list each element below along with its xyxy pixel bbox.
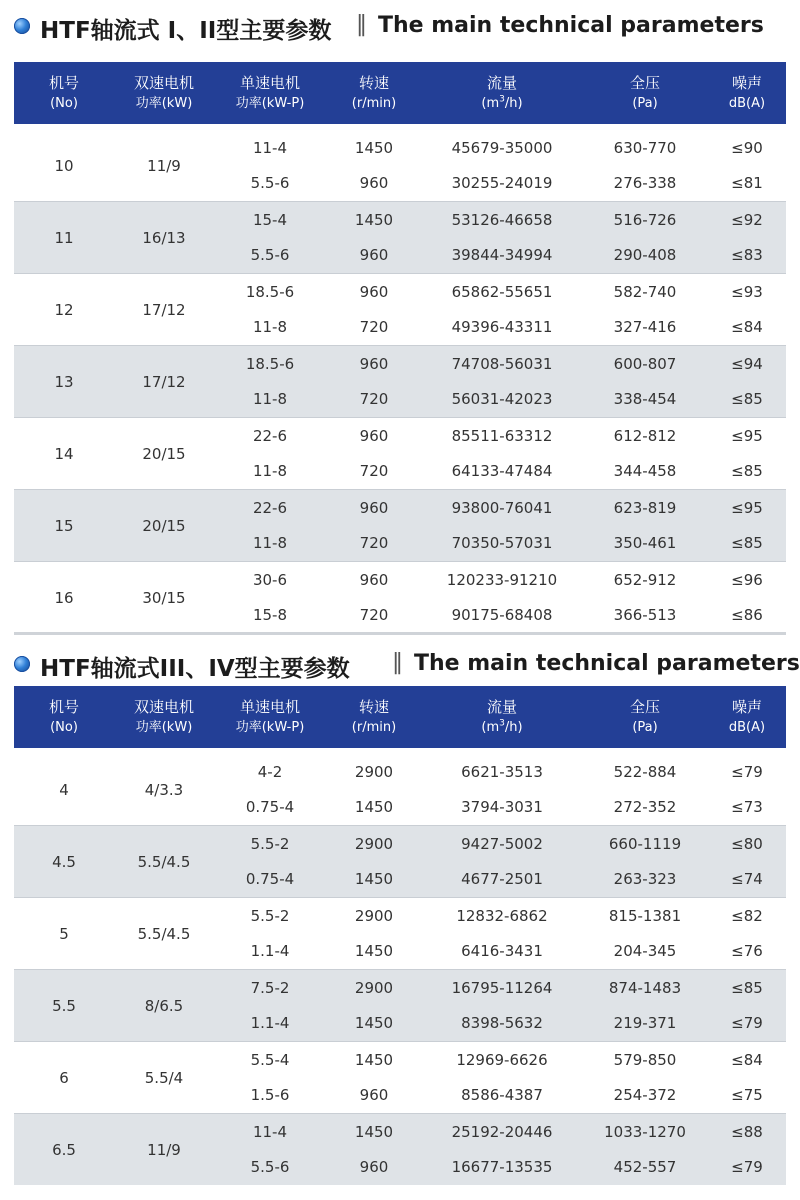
flow-cell: 74708-56031 [422,346,582,382]
table-row [14,274,786,310]
section-title [0,6,800,46]
flow-cell: 25192-20446 [422,1114,582,1150]
speed-cell: 960 [326,1150,422,1186]
table-header [14,686,786,748]
column-header [422,62,582,124]
table-row [14,202,786,238]
table-row [14,562,786,598]
table-body [14,748,786,1185]
pressure-cell: 660-1119 [582,826,708,862]
column-header-unit [422,94,582,114]
fan-number-cell: 4.5 [14,826,114,898]
single-speed-power-cell: 22-6 [214,418,326,454]
noise-cell: ≤95 [708,418,786,454]
table-row [14,826,786,862]
unit-superscript: 3 [499,718,505,729]
column-header [708,62,786,124]
pressure-cell: 204-345 [582,934,708,970]
single-speed-power-cell: 4-2 [214,754,326,790]
speed-cell: 1450 [326,1114,422,1150]
pressure-cell: 612-812 [582,418,708,454]
single-speed-power-cell: 11-8 [214,382,326,418]
dual-speed-power-cell: 8/6.5 [114,970,214,1042]
dual-speed-power-cell: 5.5/4.5 [114,826,214,898]
single-speed-power-cell: 5.5-2 [214,826,326,862]
noise-cell: ≤85 [708,970,786,1006]
speed-cell: 960 [326,274,422,310]
section-title-en: The main technical parameters [414,651,800,676]
column-header-title: 全压 [629,74,660,92]
pressure-cell: 219-371 [582,1006,708,1042]
flow-cell: 12969-6626 [422,1042,582,1078]
dual-speed-power-cell: 11/9 [114,1114,214,1186]
noise-cell: ≤95 [708,490,786,526]
speed-cell: 960 [326,238,422,274]
single-speed-power-cell: 0.75-4 [214,790,326,826]
pressure-cell: 579-850 [582,1042,708,1078]
speed-cell: 2900 [326,898,422,934]
table-row [14,898,786,934]
table-header [14,62,786,124]
pressure-cell: 623-819 [582,490,708,526]
pressure-cell: 516-726 [582,202,708,238]
noise-cell: ≤85 [708,526,786,562]
single-speed-power-cell: 5.5-2 [214,898,326,934]
table-row [14,1042,786,1078]
parameters-table [14,686,786,1185]
fan-number-cell: 6.5 [14,1114,114,1186]
pressure-cell: 652-912 [582,562,708,598]
column-header [326,62,422,124]
pressure-cell: 272-352 [582,790,708,826]
noise-cell: ≤76 [708,934,786,970]
pressure-cell: 276-338 [582,166,708,202]
column-header-title: 全压 [629,698,660,716]
section-title-cn: HTF轴流式 I、II型主要参数 [40,18,332,44]
single-speed-power-cell: 1.5-6 [214,1078,326,1114]
single-speed-power-cell: 7.5-2 [214,970,326,1006]
noise-cell: ≤84 [708,1042,786,1078]
column-header-unit: 功率(kW-P) [235,720,305,735]
dual-speed-power-cell: 11/9 [114,130,214,202]
table-row [14,490,786,526]
flow-cell: 85511-63312 [422,418,582,454]
flow-cell: 16795-11264 [422,970,582,1006]
single-speed-power-cell: 18.5-6 [214,346,326,382]
noise-cell: ≤81 [708,166,786,202]
column-header [326,686,422,748]
speed-cell: 720 [326,382,422,418]
table-row [14,130,786,166]
speed-cell: 960 [326,562,422,598]
speed-cell: 1450 [326,790,422,826]
noise-cell: ≤79 [708,754,786,790]
column-header-unit [422,718,582,738]
flow-cell: 45679-35000 [422,130,582,166]
fan-number-cell: 6 [14,1042,114,1114]
table-row [14,1114,786,1150]
speed-cell: 720 [326,454,422,490]
fan-number-cell: 5.5 [14,970,114,1042]
pressure-cell: 874-1483 [582,970,708,1006]
pressure-cell: 582-740 [582,274,708,310]
pressure-cell: 452-557 [582,1150,708,1186]
unit-superscript: 3 [499,94,505,105]
section-title [0,644,800,684]
column-header-unit: (r/min) [351,720,397,735]
speed-cell: 1450 [326,202,422,238]
column-header-unit: 功率(kW) [135,720,193,735]
column-header-unit: (No) [50,720,78,735]
fan-number-cell: 10 [14,130,114,202]
pressure-cell: 630-770 [582,130,708,166]
column-header [14,686,114,748]
column-header-unit: (No) [50,96,78,111]
speed-cell: 2900 [326,754,422,790]
pressure-cell: 254-372 [582,1078,708,1114]
noise-cell: ≤96 [708,562,786,598]
column-header [582,62,708,124]
flow-cell: 120233-91210 [422,562,582,598]
bullet-icon [14,656,30,672]
single-speed-power-cell: 22-6 [214,490,326,526]
flow-cell: 64133-47484 [422,454,582,490]
pressure-cell: 522-884 [582,754,708,790]
flow-cell: 12832-6862 [422,898,582,934]
single-speed-power-cell: 30-6 [214,562,326,598]
column-header-unit: dB(A) [728,720,766,735]
single-speed-power-cell: 5.5-6 [214,166,326,202]
fan-number-cell: 12 [14,274,114,346]
single-speed-power-cell: 0.75-4 [214,862,326,898]
noise-cell: ≤79 [708,1150,786,1186]
flow-cell: 16677-13535 [422,1150,582,1186]
speed-cell: 1450 [326,934,422,970]
flow-cell: 6416-3431 [422,934,582,970]
noise-cell: ≤74 [708,862,786,898]
speed-cell: 2900 [326,826,422,862]
flow-cell: 8398-5632 [422,1006,582,1042]
column-header [14,62,114,124]
speed-cell: 720 [326,598,422,634]
dual-speed-power-cell: 30/15 [114,562,214,634]
column-header-unit: (Pa) [632,720,658,735]
speed-cell: 720 [326,310,422,346]
fan-number-cell: 14 [14,418,114,490]
column-header-title: 转速 [358,698,389,716]
column-header-title: 转速 [358,74,389,92]
noise-cell: ≤82 [708,898,786,934]
flow-cell: 93800-76041 [422,490,582,526]
table-row [14,754,786,790]
column-header-title: 噪声 [731,74,762,92]
pressure-cell: 815-1381 [582,898,708,934]
table-row [14,418,786,454]
speed-cell: 960 [326,346,422,382]
pressure-cell: 263-323 [582,862,708,898]
section-title-separator: ‖ [356,12,367,37]
single-speed-power-cell: 11-8 [214,454,326,490]
column-header-title: 双速电机 [133,74,194,92]
single-speed-power-cell: 11-4 [214,130,326,166]
flow-cell: 65862-55651 [422,274,582,310]
single-speed-power-cell: 18.5-6 [214,274,326,310]
speed-cell: 960 [326,418,422,454]
pressure-cell: 350-461 [582,526,708,562]
speed-cell: 960 [326,490,422,526]
pressure-cell: 1033-1270 [582,1114,708,1150]
flow-cell: 4677-2501 [422,862,582,898]
flow-cell: 8586-4387 [422,1078,582,1114]
pressure-cell: 600-807 [582,346,708,382]
table-row [14,970,786,1006]
fan-number-cell: 4 [14,754,114,826]
bullet-icon [14,18,30,34]
fan-number-cell: 16 [14,562,114,634]
noise-cell: ≤79 [708,1006,786,1042]
flow-cell: 30255-24019 [422,166,582,202]
parameters-table [14,62,786,633]
single-speed-power-cell: 1.1-4 [214,1006,326,1042]
column-header-title: 双速电机 [133,698,194,716]
pressure-cell: 344-458 [582,454,708,490]
noise-cell: ≤90 [708,130,786,166]
noise-cell: ≤85 [708,454,786,490]
section-type-3-4 [0,640,800,1200]
speed-cell: 2900 [326,970,422,1006]
column-header [422,686,582,748]
column-header-title: 流量 [486,74,517,92]
unit-prefix: (m [481,96,500,111]
speed-cell: 1450 [326,1042,422,1078]
fan-number-cell: 11 [14,202,114,274]
noise-cell: ≤84 [708,310,786,346]
speed-cell: 1450 [326,1006,422,1042]
noise-cell: ≤86 [708,598,786,634]
single-speed-power-cell: 11-4 [214,1114,326,1150]
unit-suffix: /h) [504,96,523,111]
column-header-title: 机号 [48,74,79,92]
single-speed-power-cell: 5.5-6 [214,1150,326,1186]
single-speed-power-cell: 11-8 [214,310,326,346]
speed-cell: 960 [326,166,422,202]
column-header [114,686,214,748]
dual-speed-power-cell: 17/12 [114,346,214,418]
flow-cell: 39844-34994 [422,238,582,274]
unit-prefix: (m [481,720,500,735]
column-header-unit: (r/min) [351,96,397,111]
single-speed-power-cell: 5.5-6 [214,238,326,274]
column-header [708,686,786,748]
column-header-unit: dB(A) [728,96,766,111]
flow-cell: 3794-3031 [422,790,582,826]
single-speed-power-cell: 15-8 [214,598,326,634]
table-row [14,346,786,382]
flow-cell: 70350-57031 [422,526,582,562]
flow-cell: 53126-46658 [422,202,582,238]
flow-cell: 6621-3513 [422,754,582,790]
fan-number-cell: 15 [14,490,114,562]
fan-number-cell: 5 [14,898,114,970]
noise-cell: ≤92 [708,202,786,238]
column-header-title: 单速电机 [239,74,300,92]
section-title-cn: HTF轴流式III、IV型主要参数 [40,656,350,682]
flow-cell: 56031-42023 [422,382,582,418]
column-header [214,686,326,748]
flow-cell: 9427-5002 [422,826,582,862]
speed-cell: 720 [326,526,422,562]
column-header-unit: 功率(kW) [135,96,193,111]
noise-cell: ≤93 [708,274,786,310]
section-title-en: The main technical parameters [378,13,764,38]
table-body [14,124,786,633]
single-speed-power-cell: 15-4 [214,202,326,238]
single-speed-power-cell: 11-8 [214,526,326,562]
noise-cell: ≤94 [708,346,786,382]
noise-cell: ≤75 [708,1078,786,1114]
pressure-cell: 327-416 [582,310,708,346]
column-header-unit: (Pa) [632,96,658,111]
fan-number-cell: 13 [14,346,114,418]
dual-speed-power-cell: 16/13 [114,202,214,274]
pressure-cell: 338-454 [582,382,708,418]
dual-speed-power-cell: 20/15 [114,490,214,562]
column-header-title: 单速电机 [239,698,300,716]
flow-cell: 49396-43311 [422,310,582,346]
dual-speed-power-cell: 17/12 [114,274,214,346]
speed-cell: 1450 [326,130,422,166]
speed-cell: 1450 [326,862,422,898]
column-header-title: 流量 [486,698,517,716]
column-header-title: 噪声 [731,698,762,716]
dual-speed-power-cell: 4/3.3 [114,754,214,826]
noise-cell: ≤88 [708,1114,786,1150]
dual-speed-power-cell: 20/15 [114,418,214,490]
unit-suffix: /h) [504,720,523,735]
column-header [214,62,326,124]
noise-cell: ≤73 [708,790,786,826]
section-title-separator: ‖ [392,650,403,675]
table-bottom-divider [14,632,786,635]
single-speed-power-cell: 5.5-4 [214,1042,326,1078]
noise-cell: ≤85 [708,382,786,418]
single-speed-power-cell: 1.1-4 [214,934,326,970]
column-header [582,686,708,748]
flow-cell: 90175-68408 [422,598,582,634]
noise-cell: ≤80 [708,826,786,862]
dual-speed-power-cell: 5.5/4 [114,1042,214,1114]
speed-cell: 960 [326,1078,422,1114]
column-header [114,62,214,124]
noise-cell: ≤83 [708,238,786,274]
dual-speed-power-cell: 5.5/4.5 [114,898,214,970]
column-header-unit: 功率(kW-P) [235,96,305,111]
column-header-title: 机号 [48,698,79,716]
pressure-cell: 290-408 [582,238,708,274]
pressure-cell: 366-513 [582,598,708,634]
